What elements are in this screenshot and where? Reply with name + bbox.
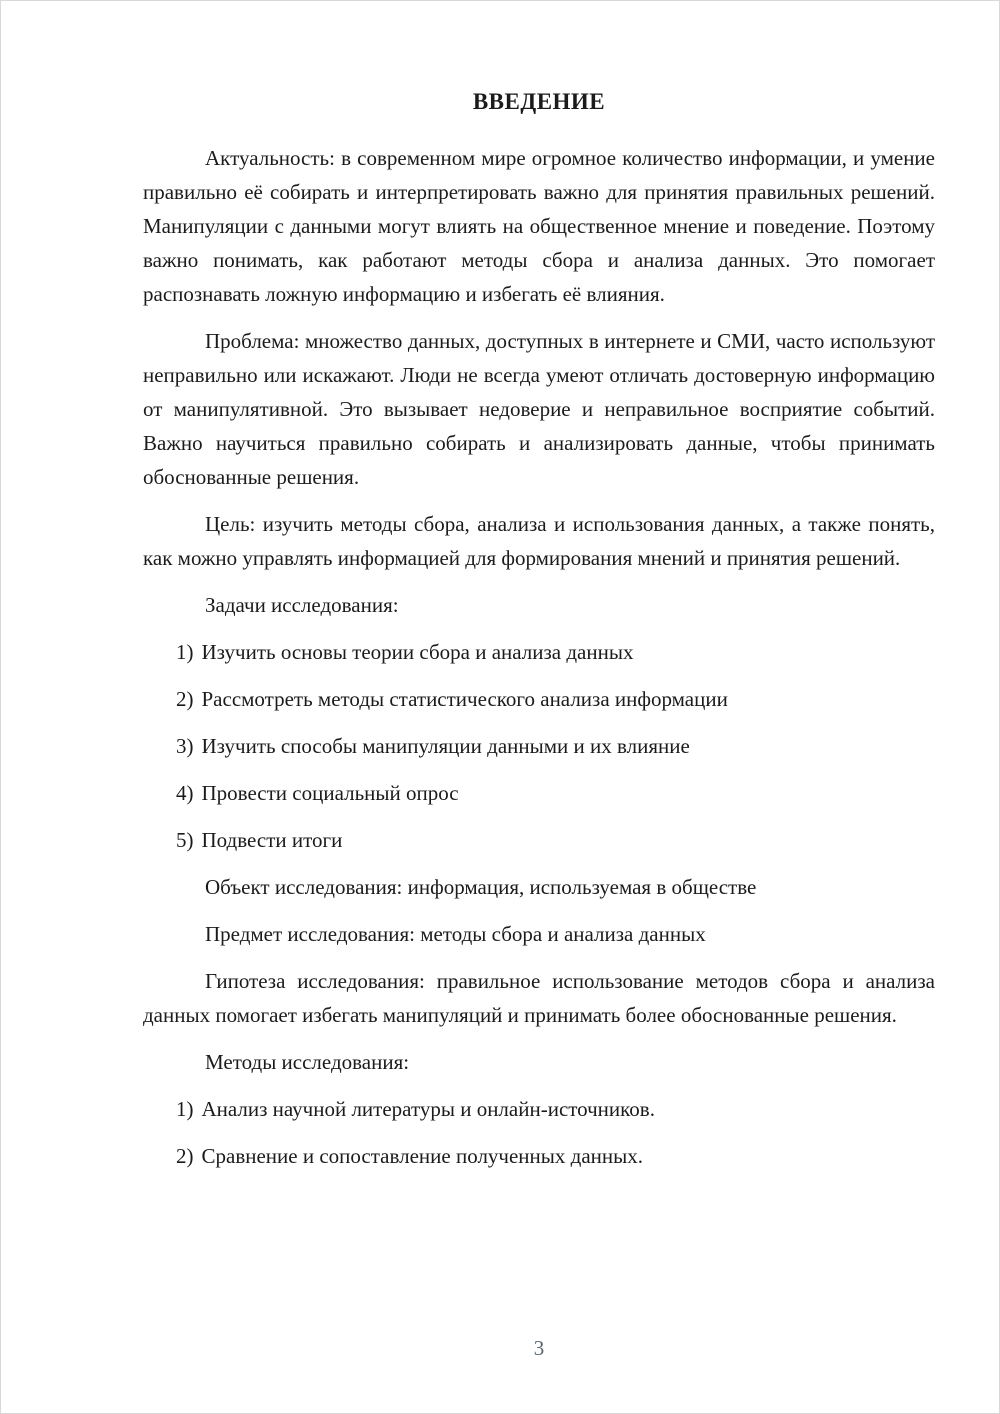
list-item	[176, 635, 935, 669]
list-item-text: Подвести итоги	[201, 828, 343, 852]
tasks-list	[143, 635, 935, 857]
list-item-text: Сравнение и сопоставление полученных данных.	[201, 1144, 643, 1168]
list-item-text: Изучить способы манипуляции данными и их влияние	[201, 734, 690, 758]
page-number: 3	[533, 1336, 545, 1360]
paragraph-obekt: Объект исследования: информация, используемая в обществе	[205, 875, 757, 899]
list-item	[176, 682, 935, 716]
list-item-text: Рассмотреть методы статистического анализа информации	[201, 687, 728, 711]
list-item-text: Провести социальный опрос	[201, 781, 459, 805]
list-item-number: 4)	[176, 781, 194, 805]
paragraph-gipoteza: Гипотеза исследования: правильное использование методов сбора и анализа данных помогает избегать манипуляций и принимать более обоснованные решения.	[143, 969, 935, 1027]
page-title: ВВЕДЕНИЕ	[472, 89, 606, 114]
methods-heading: Методы исследования:	[205, 1050, 410, 1074]
list-item-number: 3)	[176, 734, 194, 758]
list-item-text: Изучить основы теории сбора и анализа данных	[201, 640, 634, 664]
list-item-text: Анализ научной литературы и онлайн-источников.	[201, 1097, 655, 1121]
list-item-number: 1)	[176, 640, 194, 664]
list-item	[176, 823, 935, 857]
paragraph-problema: Проблема: множество данных, доступных в интернете и СМИ, часто используют неправильно или искажают. Люди не всегда умеют отличать достоверную информацию от манипулятивной. Это вызывает недоверие и неправильное восприятие событий. Важно научиться правильно собирать и анализировать данные, чтобы принимать обоснованные решения.	[143, 329, 935, 489]
list-item-number: 2)	[176, 1144, 194, 1168]
list-item	[176, 1139, 935, 1173]
paragraph-aktualnost: Актуальность: в современном мире огромное количество информации, и умение правильно её собирать и интерпретировать важно для принятия правильных решений. Манипуляции с данными могут влиять на общественное мнение и поведение. Поэтому важно понимать, как работают методы сбора и анализа данных. Это помогает распознавать ложную информацию и избегать её влияния.	[143, 146, 935, 306]
list-item-number: 2)	[176, 687, 194, 711]
list-item-number: 5)	[176, 828, 194, 852]
paragraph-tsel: Цель: изучить методы сбора, анализа и использования данных, а также понять, как можно управлять информацией для формирования мнений и принятия решений.	[143, 512, 935, 570]
tasks-heading: Задачи исследования:	[205, 593, 399, 617]
list-item	[176, 1092, 935, 1126]
methods-list	[143, 1092, 935, 1173]
paragraph-predmet: Предмет исследования: методы сбора и анализа данных	[205, 922, 706, 946]
list-item-number: 1)	[176, 1097, 194, 1121]
list-item	[176, 776, 935, 810]
list-item	[176, 729, 935, 763]
